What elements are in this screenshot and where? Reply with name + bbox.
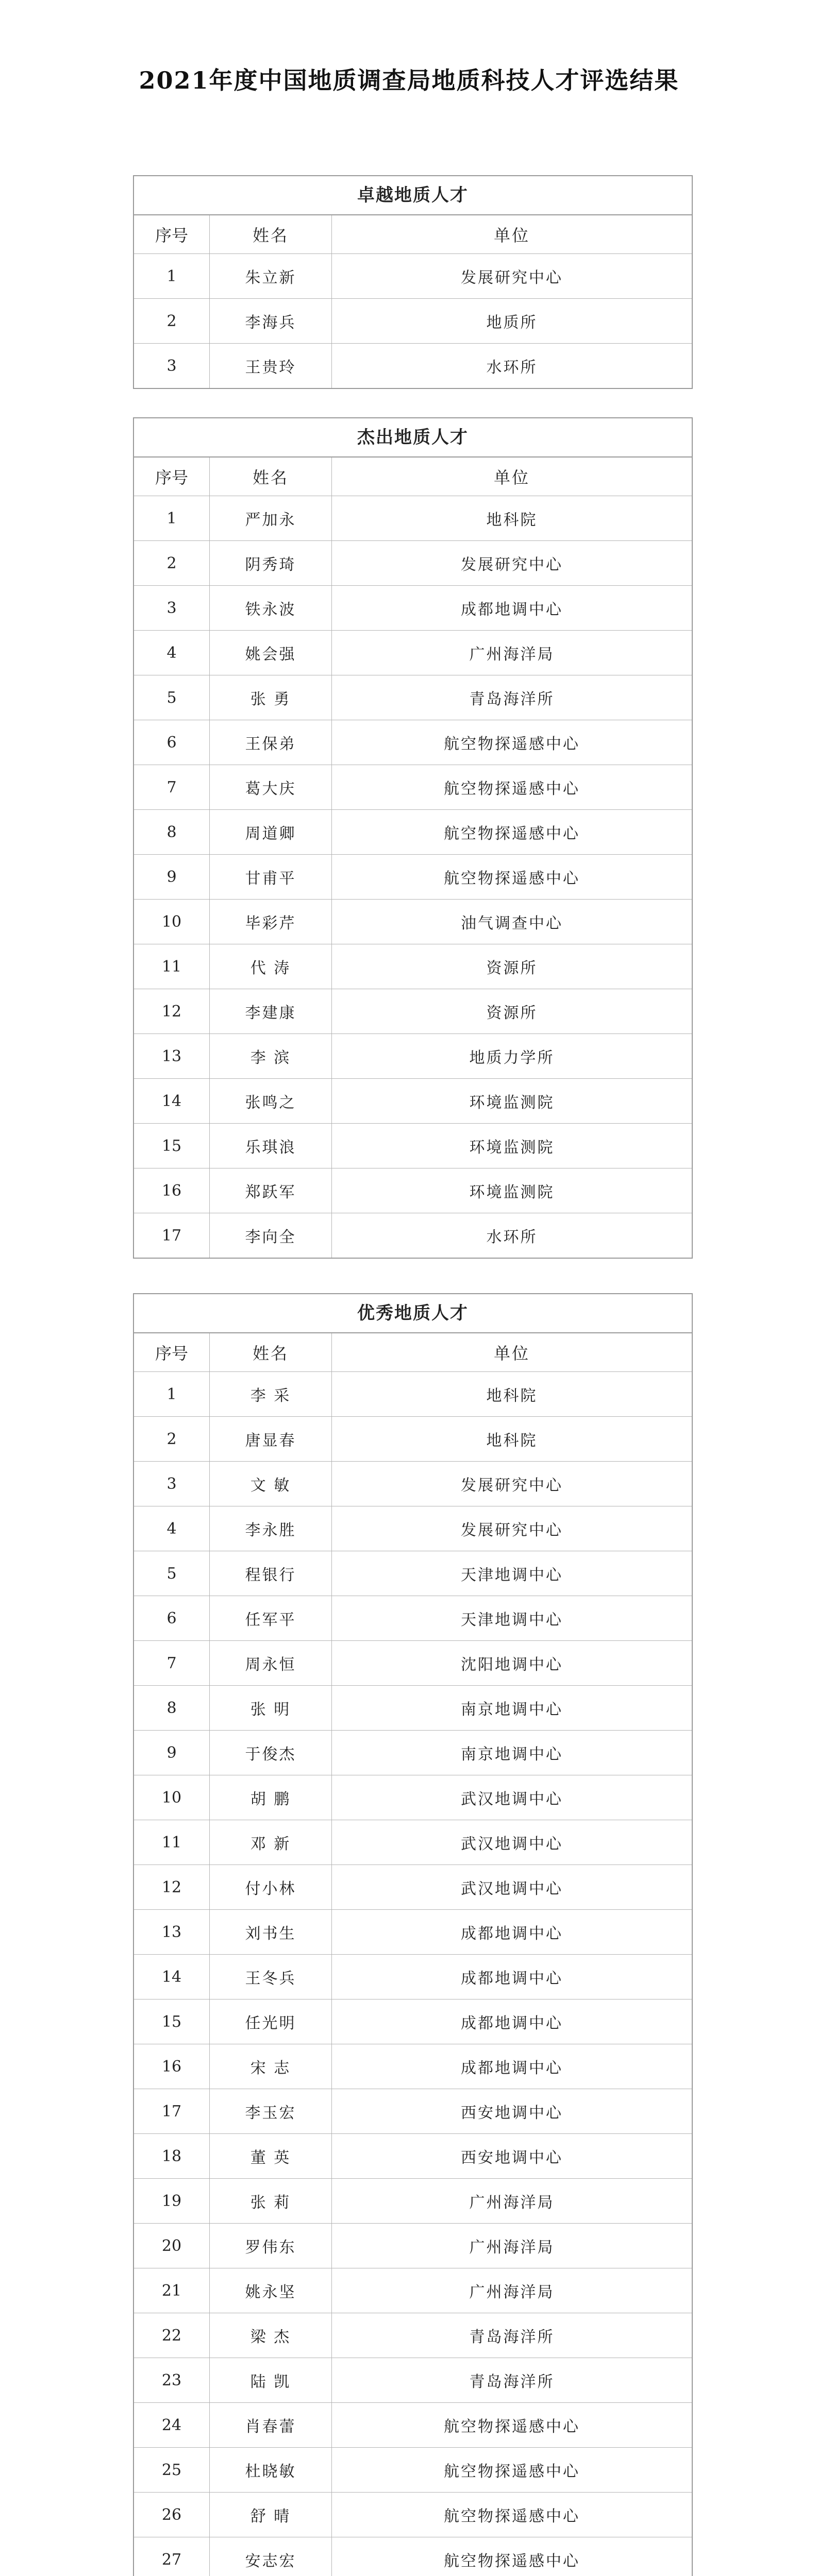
table-row (134, 1865, 692, 1910)
cell-index: 15 (134, 1124, 210, 1168)
header-unit: 单位 (493, 1344, 530, 1363)
table-excellent-talent (133, 1293, 693, 2576)
cell-name: 阴秀琦 (210, 541, 332, 585)
header-unit: 单位 (493, 468, 530, 487)
section-title: 杰出地质人才 (134, 418, 692, 457)
table-row (134, 1596, 692, 1641)
cell-unit: 水环所 (486, 359, 538, 377)
cell-index: 6 (134, 720, 210, 765)
cell-unit: 航空物探遥感中心 (444, 825, 580, 843)
cell-name: 李海兵 (210, 299, 332, 343)
cell-unit: 水环所 (486, 1228, 538, 1246)
table-row (134, 2403, 692, 2448)
cell-unit: 地科院 (486, 1432, 538, 1450)
cell-unit: 发展研究中心 (461, 556, 563, 574)
cell-name: 付小林 (210, 1865, 332, 1909)
table-row (134, 1417, 692, 1462)
cell-name: 于俊杰 (210, 1731, 332, 1775)
cell-name: 任光明 (210, 1999, 332, 2044)
table-row (134, 1820, 692, 1865)
table-row (134, 1551, 692, 1596)
cell-unit: 成都地调中心 (461, 2059, 563, 2077)
cell-unit: 成都地调中心 (461, 601, 563, 619)
cell-unit: 地科院 (486, 1387, 538, 1405)
cell-name: 代 涛 (210, 944, 332, 989)
cell-index: 12 (134, 1865, 210, 1909)
cell-name: 文 敏 (210, 1462, 332, 1506)
cell-name: 邓 新 (210, 1820, 332, 1865)
table-row (134, 1213, 692, 1258)
cell-index: 6 (134, 1596, 210, 1640)
cell-name: 朱立新 (210, 254, 332, 298)
cell-name: 乐琪浪 (210, 1124, 332, 1168)
table-row (134, 2537, 692, 2576)
cell-unit: 油气调查中心 (461, 914, 563, 933)
table-row (134, 541, 692, 586)
cell-name: 王保弟 (210, 720, 332, 765)
cell-unit: 地科院 (486, 511, 538, 529)
table-row (134, 989, 692, 1034)
table-row (134, 2179, 692, 2224)
cell-name: 李建康 (210, 989, 332, 1033)
cell-name: 王贵玲 (210, 344, 332, 388)
table-row (134, 1124, 692, 1168)
cell-index: 13 (134, 1034, 210, 1078)
cell-name: 周永恒 (210, 1641, 332, 1685)
table-row (134, 675, 692, 720)
cell-name: 梁 杰 (210, 2313, 332, 2358)
cell-unit: 青岛海洋所 (469, 2328, 555, 2346)
cell-name: 铁永波 (210, 586, 332, 630)
cell-name: 姚会强 (210, 631, 332, 675)
cell-unit: 武汉地调中心 (461, 1880, 563, 1898)
cell-name: 罗伟东 (210, 2224, 332, 2268)
cell-name: 李玉宏 (210, 2089, 332, 2133)
table-row (134, 1506, 692, 1551)
cell-index: 3 (134, 1462, 210, 1506)
cell-unit: 地质力学所 (469, 1049, 555, 1067)
cell-unit: 发展研究中心 (461, 1477, 563, 1495)
header-unit: 单位 (493, 226, 530, 245)
table-row (134, 1079, 692, 1124)
cell-name: 甘甫平 (210, 855, 332, 899)
header-index: 序号 (134, 215, 210, 253)
table-row (134, 1775, 692, 1820)
cell-unit: 南京地调中心 (461, 1701, 563, 1719)
table-row (134, 254, 692, 299)
cell-index: 18 (134, 2134, 210, 2178)
cell-index: 13 (134, 1910, 210, 1954)
cell-index: 8 (134, 1686, 210, 1730)
header-name: 姓名 (210, 1333, 332, 1371)
cell-unit: 西安地调中心 (461, 2104, 563, 2122)
table-row (134, 2268, 692, 2313)
cell-unit: 航空物探遥感中心 (444, 870, 580, 888)
cell-unit: 航空物探遥感中心 (444, 2507, 580, 2526)
table-row (134, 586, 692, 631)
cell-unit: 广州海洋局 (469, 2194, 555, 2212)
table-row (134, 1955, 692, 1999)
table-row (134, 1641, 692, 1686)
header-index: 序号 (134, 1333, 210, 1371)
cell-unit: 青岛海洋所 (469, 690, 555, 708)
table-row (134, 810, 692, 855)
cell-name: 唐显春 (210, 1417, 332, 1461)
table-row (134, 2044, 692, 2089)
cell-unit: 航空物探遥感中心 (444, 2463, 580, 2481)
cell-unit: 航空物探遥感中心 (444, 780, 580, 798)
cell-name: 安志宏 (210, 2537, 332, 2576)
cell-unit: 环境监测院 (469, 1139, 555, 1157)
cell-unit: 成都地调中心 (461, 1970, 563, 1988)
cell-unit: 资源所 (486, 959, 538, 977)
cell-index: 9 (134, 855, 210, 899)
table-row (134, 720, 692, 765)
cell-name: 郑跃军 (210, 1168, 332, 1213)
cell-index: 20 (134, 2224, 210, 2268)
cell-index: 1 (134, 1372, 210, 1416)
cell-unit: 环境监测院 (469, 1183, 555, 1201)
cell-name: 宋 志 (210, 2044, 332, 2089)
header-index: 序号 (134, 457, 210, 496)
table-row (134, 2358, 692, 2403)
table-outstanding-excellence (133, 175, 693, 389)
cell-index: 16 (134, 2044, 210, 2089)
table-row (134, 1034, 692, 1079)
cell-index: 25 (134, 2448, 210, 2492)
cell-index: 11 (134, 1820, 210, 1865)
cell-index: 7 (134, 1641, 210, 1685)
cell-index: 11 (134, 944, 210, 989)
table-row (134, 344, 692, 388)
cell-index: 5 (134, 1551, 210, 1596)
cell-name: 李 滨 (210, 1034, 332, 1078)
table-row (134, 765, 692, 810)
cell-unit: 青岛海洋所 (469, 2373, 555, 2391)
cell-unit: 天津地调中心 (461, 1611, 563, 1629)
cell-name: 张 明 (210, 1686, 332, 1730)
table-outstanding-talent (133, 417, 693, 1259)
cell-unit: 发展研究中心 (461, 1521, 563, 1539)
cell-name: 严加永 (210, 496, 332, 540)
table-header (134, 1333, 692, 1372)
cell-unit: 发展研究中心 (461, 269, 563, 287)
cell-unit: 武汉地调中心 (461, 1790, 563, 1808)
header-name: 姓名 (210, 215, 332, 253)
cell-index: 4 (134, 631, 210, 675)
cell-unit: 地质所 (486, 314, 538, 332)
cell-unit: 航空物探遥感中心 (444, 2552, 580, 2570)
cell-index: 16 (134, 1168, 210, 1213)
table-row (134, 1462, 692, 1506)
cell-index: 1 (134, 254, 210, 298)
cell-unit: 成都地调中心 (461, 1925, 563, 1943)
cell-index: 15 (134, 1999, 210, 2044)
table-row (134, 496, 692, 541)
cell-index: 9 (134, 1731, 210, 1775)
table-row (134, 1910, 692, 1955)
cell-index: 8 (134, 810, 210, 854)
document-title: 2021年度中国地质调查局地质科技人才评选结果 (139, 66, 679, 94)
cell-name: 舒 晴 (210, 2493, 332, 2537)
cell-name: 姚永坚 (210, 2268, 332, 2313)
cell-unit: 天津地调中心 (461, 1566, 563, 1584)
table-header (134, 457, 692, 496)
cell-index: 24 (134, 2403, 210, 2447)
header-name: 姓名 (210, 457, 332, 496)
section-title: 优秀地质人才 (134, 1294, 692, 1333)
table-row (134, 2448, 692, 2493)
cell-index: 17 (134, 2089, 210, 2133)
cell-index: 14 (134, 1079, 210, 1123)
cell-name: 任军平 (210, 1596, 332, 1640)
cell-index: 26 (134, 2493, 210, 2537)
cell-index: 27 (134, 2537, 210, 2576)
table-header (134, 215, 692, 254)
cell-name: 杜晓敏 (210, 2448, 332, 2492)
cell-name: 周道卿 (210, 810, 332, 854)
table-row (134, 1686, 692, 1731)
cell-unit: 南京地调中心 (461, 1745, 563, 1764)
table-row (134, 1731, 692, 1775)
cell-index: 1 (134, 496, 210, 540)
cell-index: 3 (134, 586, 210, 630)
cell-index: 4 (134, 1506, 210, 1551)
table-row (134, 1372, 692, 1417)
table-row (134, 299, 692, 344)
cell-index: 17 (134, 1213, 210, 1258)
cell-index: 2 (134, 541, 210, 585)
cell-name: 董 英 (210, 2134, 332, 2178)
cell-name: 毕彩芹 (210, 900, 332, 944)
cell-index: 10 (134, 1775, 210, 1820)
table-row (134, 1168, 692, 1213)
cell-index: 10 (134, 900, 210, 944)
cell-index: 19 (134, 2179, 210, 2223)
cell-unit: 航空物探遥感中心 (444, 735, 580, 753)
cell-name: 陆 凯 (210, 2358, 332, 2402)
cell-name: 葛大庆 (210, 765, 332, 809)
cell-unit: 成都地调中心 (461, 2014, 563, 2032)
cell-index: 2 (134, 1417, 210, 1461)
cell-index: 22 (134, 2313, 210, 2358)
cell-index: 14 (134, 1955, 210, 1999)
cell-name: 肖春蕾 (210, 2403, 332, 2447)
table-row (134, 900, 692, 944)
cell-unit: 广州海洋局 (469, 2239, 555, 2257)
cell-unit: 广州海洋局 (469, 2283, 555, 2301)
cell-name: 刘书生 (210, 1910, 332, 1954)
table-row (134, 2493, 692, 2537)
cell-name: 王冬兵 (210, 1955, 332, 1999)
cell-unit: 西安地调中心 (461, 2149, 563, 2167)
section-title: 卓越地质人才 (134, 176, 692, 215)
table-row (134, 2089, 692, 2134)
cell-index: 5 (134, 675, 210, 720)
cell-index: 23 (134, 2358, 210, 2402)
cell-index: 21 (134, 2268, 210, 2313)
cell-index: 2 (134, 299, 210, 343)
cell-index: 7 (134, 765, 210, 809)
cell-name: 李向全 (210, 1213, 332, 1258)
cell-name: 张 莉 (210, 2179, 332, 2223)
cell-unit: 广州海洋局 (469, 646, 555, 664)
cell-name: 张鸣之 (210, 1079, 332, 1123)
cell-index: 3 (134, 344, 210, 388)
table-row (134, 2313, 692, 2358)
cell-unit: 沈阳地调中心 (461, 1656, 563, 1674)
table-row (134, 631, 692, 675)
cell-name: 张 勇 (210, 675, 332, 720)
cell-unit: 环境监测院 (469, 1094, 555, 1112)
cell-unit: 资源所 (486, 1004, 538, 1022)
table-row (134, 2224, 692, 2268)
cell-unit: 武汉地调中心 (461, 1835, 563, 1853)
table-row (134, 855, 692, 900)
table-row (134, 944, 692, 989)
cell-unit: 航空物探遥感中心 (444, 2418, 580, 2436)
table-row (134, 2134, 692, 2179)
cell-name: 李 采 (210, 1372, 332, 1416)
table-row (134, 1999, 692, 2044)
cell-name: 胡 鹏 (210, 1775, 332, 1820)
cell-index: 12 (134, 989, 210, 1033)
cell-name: 程银行 (210, 1551, 332, 1596)
cell-name: 李永胜 (210, 1506, 332, 1551)
